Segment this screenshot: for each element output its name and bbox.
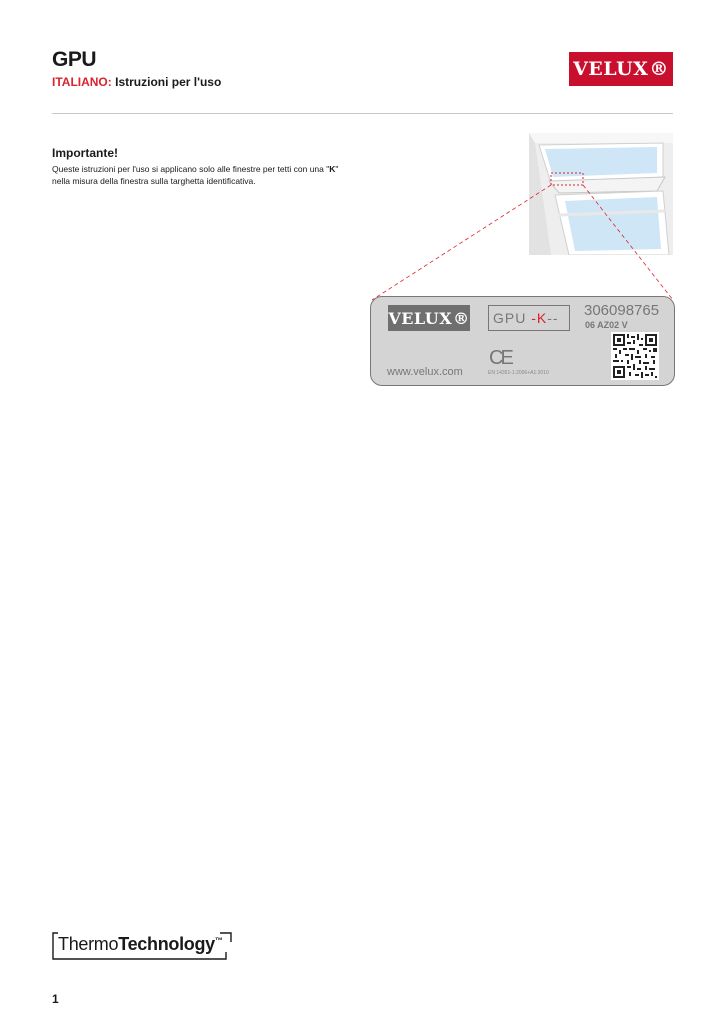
important-body bbox=[52, 163, 352, 187]
roof-window-illustration bbox=[529, 133, 673, 255]
velux-logo bbox=[569, 52, 673, 86]
plate-logo-text: VELUX bbox=[388, 308, 453, 328]
identification-plate bbox=[370, 296, 675, 386]
language-label: ITALIANO: bbox=[52, 75, 112, 89]
plate-serial: 306098765 bbox=[584, 302, 660, 319]
important-body-suffix: " nella misura della finestra sulla targhetta identificativa. bbox=[52, 164, 339, 186]
thermotechnology-logo bbox=[58, 934, 223, 955]
page-subtitle bbox=[52, 75, 221, 89]
important-body-prefix: Queste istruzioni per l'uso si applicano solo alle finestre per tetti con una " bbox=[52, 164, 330, 174]
trademark-symbol: ™ bbox=[214, 936, 223, 945]
registered-mark: ® bbox=[649, 58, 669, 80]
qr-code-icon bbox=[611, 332, 659, 380]
plate-model-prefix: GPU bbox=[493, 310, 532, 326]
ce-mark: CE bbox=[489, 347, 511, 369]
subtitle-text: Istruzioni per l'uso bbox=[115, 75, 222, 89]
plate-model bbox=[488, 305, 570, 331]
velux-logo-text: VELUX bbox=[573, 58, 649, 80]
plate-registered-mark: ® bbox=[453, 308, 470, 328]
important-body-bold: K bbox=[329, 164, 336, 174]
roof-window-photo bbox=[529, 133, 673, 255]
plate-velux-logo bbox=[388, 305, 470, 331]
plate-url: www.velux.com bbox=[387, 366, 463, 378]
thermo-bold-text: Technology bbox=[118, 934, 215, 954]
header-divider bbox=[52, 113, 673, 114]
page-number: 1 bbox=[52, 992, 59, 1006]
plate-code: 06 AZ02 V bbox=[585, 320, 628, 330]
plate-model-highlight: -K bbox=[531, 310, 548, 326]
page-title: GPU bbox=[52, 48, 97, 71]
important-heading: Importante! bbox=[52, 146, 118, 160]
plate-standard: EN 14351-1:2006+A1:2010 bbox=[488, 370, 549, 376]
thermo-light-text: Thermo bbox=[58, 934, 119, 954]
plate-model-suffix: -- bbox=[547, 310, 559, 326]
